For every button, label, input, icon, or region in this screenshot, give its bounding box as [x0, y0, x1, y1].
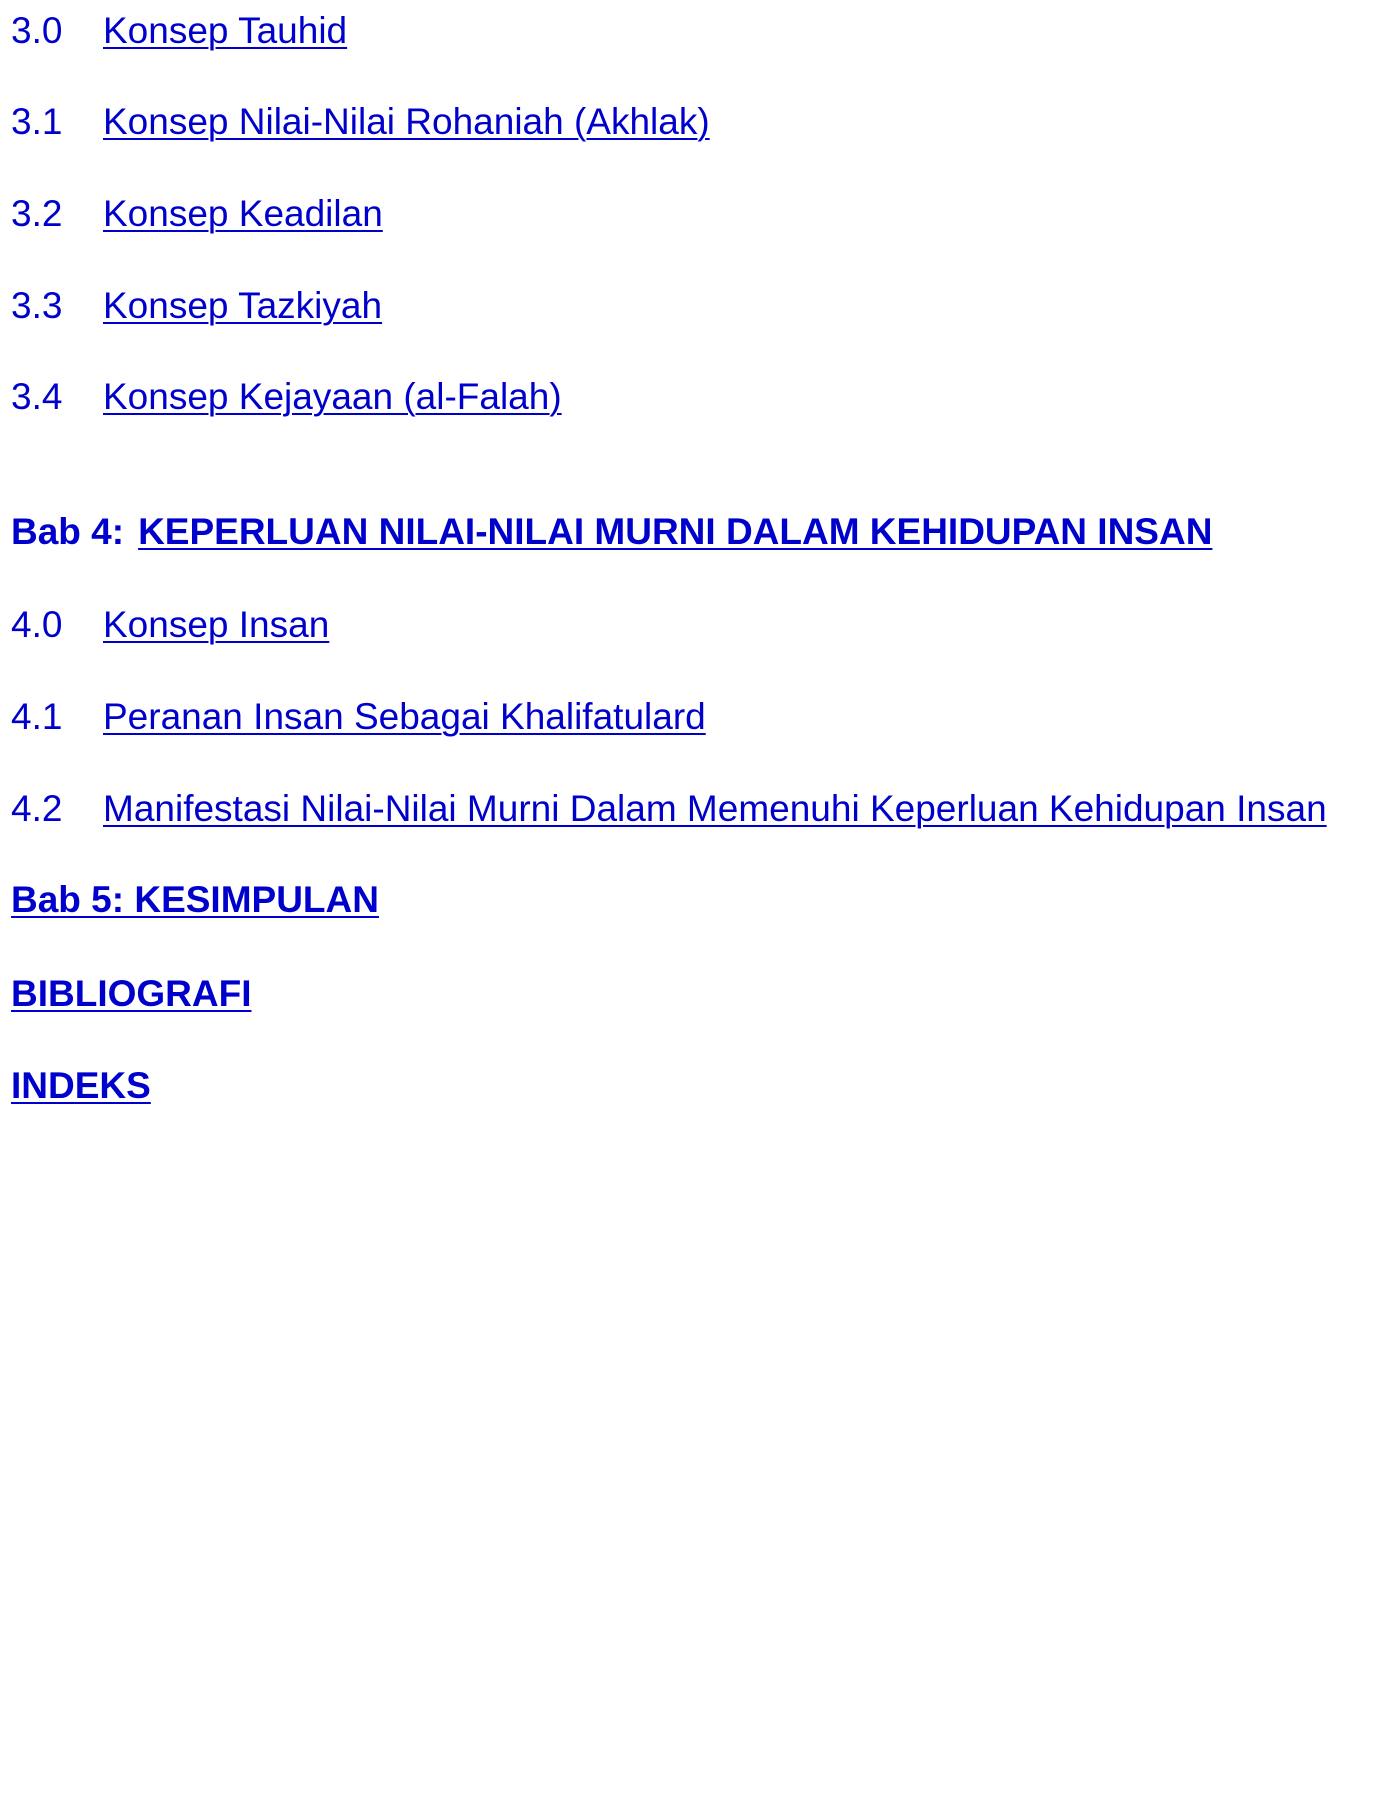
toc-entry-4-1	[11, 695, 706, 739]
chapter-5-heading	[11, 878, 379, 922]
section-number: 3.3	[11, 285, 63, 326]
toc-link-konsep-keadilan[interactable]: Konsep Keadilan	[103, 193, 383, 234]
toc-entry-4-0	[11, 603, 329, 647]
chapter-4-heading	[11, 510, 1212, 554]
toc-entry-3-0	[11, 9, 347, 53]
toc-entry-3-3	[11, 284, 382, 328]
toc-link-konsep-nilai-rohaniah[interactable]: Konsep Nilai-Nilai Rohaniah (Akhlak)	[103, 101, 710, 142]
section-number: 3.2	[11, 193, 63, 234]
section-number: 4.0	[11, 604, 63, 645]
toc-link-konsep-kejayaan[interactable]: Konsep Kejayaan (al-Falah)	[103, 376, 562, 417]
section-number: 3.1	[11, 101, 63, 142]
toc-link-konsep-insan[interactable]: Konsep Insan	[103, 604, 330, 645]
bibliography-heading	[11, 972, 251, 1016]
toc-link-peranan-insan[interactable]: Peranan Insan Sebagai Khalifatulard	[103, 696, 706, 737]
section-number: 4.2	[11, 788, 63, 829]
index-heading	[11, 1064, 151, 1108]
toc-link-bibliografi[interactable]: BIBLIOGRAFI	[11, 973, 252, 1014]
toc-link-manifestasi-nilai-murni[interactable]: Manifestasi Nilai-Nilai Murni Dalam Memenuhi Keperluan Kehidupan Insan	[103, 788, 1327, 829]
toc-entry-3-1	[11, 100, 710, 144]
toc-link-chapter-5[interactable]: Bab 5: KESIMPULAN	[11, 879, 379, 920]
chapter-4-prefix: Bab 4:	[11, 511, 125, 552]
section-number: 3.0	[11, 10, 63, 51]
toc-entry-3-2	[11, 192, 383, 236]
toc-link-konsep-tauhid[interactable]: Konsep Tauhid	[103, 10, 348, 51]
section-number: 3.4	[11, 376, 63, 417]
toc-link-chapter-4[interactable]: KEPERLUAN NILAI-NILAI MURNI DALAM KEHIDUPAN INSAN	[138, 511, 1213, 552]
toc-link-indeks[interactable]: INDEKS	[11, 1065, 151, 1106]
toc-entry-3-4	[11, 375, 562, 419]
section-number: 4.1	[11, 696, 63, 737]
toc-entry-4-2	[11, 787, 1327, 831]
toc-link-konsep-tazkiyah[interactable]: Konsep Tazkiyah	[103, 285, 383, 326]
